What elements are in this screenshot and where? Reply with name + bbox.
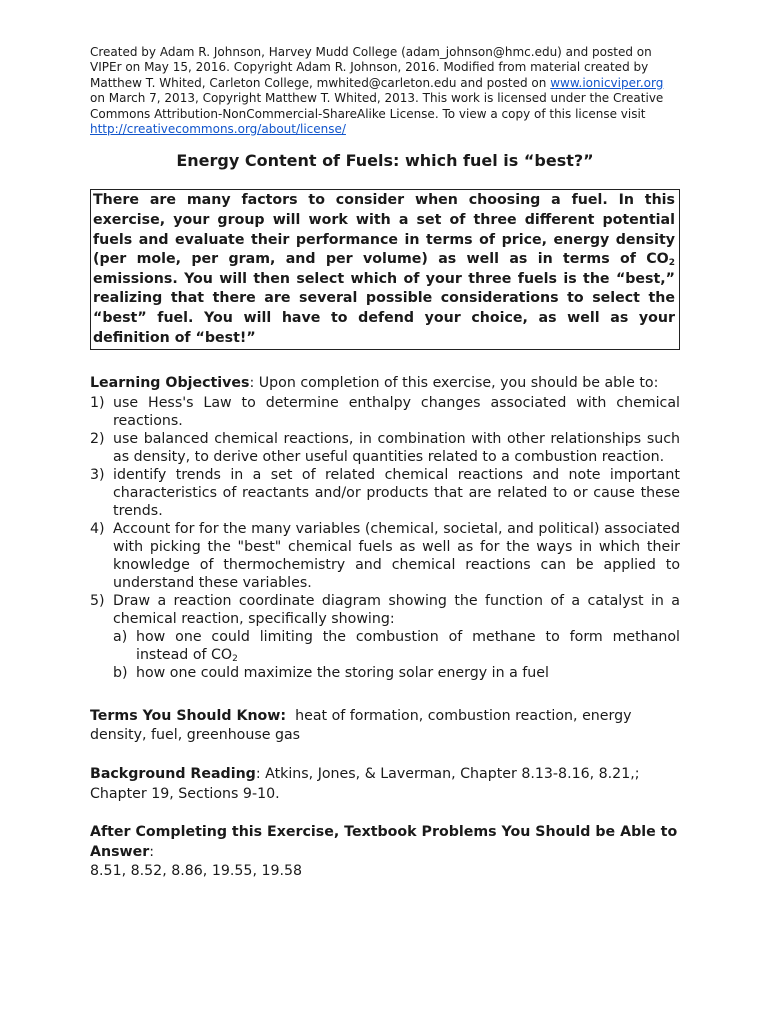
list-item: [90, 466, 680, 520]
list-item: [90, 430, 680, 466]
list-item-text: Account for for the many variables (chemical, societal, and political) associated with picking the "best" chemical fuels as well as for the ways in which their knowledge of thermochemistry and chemical reactions can be applied to understand these variables.: [113, 520, 680, 591]
intro-co2-subscript: 2: [668, 258, 675, 269]
list-marker: 3): [90, 466, 105, 483]
sub-list-marker: b): [113, 664, 128, 681]
terms-label: Terms You Should Know:: [90, 707, 287, 724]
list-marker: 2): [90, 430, 105, 447]
intro-text-1: There are many factors to consider when choosing a fuel. In this exercise, your group will work with a set of three different potential fuels and evaluate their performance in terms of price, energy density (per mole, per gram, and per volume) as well as in terms of CO: [93, 192, 675, 268]
terms-section: [90, 707, 680, 746]
objectives-lead: : Upon completion of this exercise, you should be able to:: [249, 375, 659, 392]
reading-label: Background Reading: [90, 765, 256, 782]
problems-list: 8.51, 8.52, 8.86, 19.55, 19.58: [90, 863, 303, 880]
list-item: [90, 520, 680, 592]
intro-text-2: emissions. You will then select which of your three fuels is the “best,” realizing that there are several possible considerations to select the “best” fuel. You will have to defend your choice, as well as your definition of “best!”: [93, 270, 675, 346]
background-reading-section: [90, 765, 680, 804]
list-marker: 5): [90, 592, 105, 609]
sub-list-item: [113, 628, 680, 664]
credits-text-1: Created by Adam R. Johnson, Harvey Mudd College (adam_johnson@hmc.edu) and posted on VIPEr on May 15, 2016. Copyright Adam R. Johnson, 2016. Modified from material created by Matthew T. Whited, Carleton College, mwhited@carleton.edu and posted on: [90, 45, 652, 90]
list-marker: 4): [90, 520, 105, 537]
list-item: [90, 394, 680, 430]
textbook-problems-section: [90, 823, 680, 882]
problems-label: After Completing this Exercise, Textbook Problems You Should be Able to Answer: [90, 824, 678, 860]
sub-list-marker: a): [113, 628, 128, 645]
co2-subscript: 2: [232, 653, 238, 664]
problems-colon: :: [149, 843, 155, 860]
credits-text-2: on March 7, 2013, Copyright Matthew T. Whited, 2013. This work is licensed under the Creative Commons Attribution-NonCommercial-ShareAlike License. To view a copy of this license visit: [90, 91, 664, 121]
objectives-heading: Learning Objectives: [90, 375, 250, 392]
objectives-list: [90, 394, 680, 682]
intro-box: [90, 189, 680, 350]
list-item-text: Draw a reaction coordinate diagram showing the function of a catalyst in a chemical reaction, specifically showing:: [113, 592, 680, 627]
creative-commons-link[interactable]: http://creativecommons.org/about/license/: [90, 122, 346, 137]
list-item-text: identify trends in a set of related chemical reactions and note important characteristics of reactants and/or products that are related to or cause these trends.: [113, 466, 680, 519]
document-page: [90, 45, 680, 882]
problems-heading: [90, 823, 680, 862]
credits-paragraph: [90, 45, 680, 137]
sub-list-item: [113, 664, 680, 682]
objectives-intro: [90, 374, 680, 394]
terms-text: heat of formation, combustion reaction, energy density, fuel, greenhouse gas: [90, 707, 637, 744]
list-item: [90, 592, 680, 682]
list-item-text: use Hess's Law to determine enthalpy changes associated with chemical reactions.: [113, 394, 680, 429]
page-title: Energy Content of Fuels: which fuel is “best?”: [176, 151, 594, 171]
reading-text: : Atkins, Jones, & Laverman, Chapter 8.13-8.16, 8.21,; Chapter 19, Sections 9-10.: [90, 765, 640, 802]
sub-list-item-text: how one could maximize the storing solar energy in a fuel: [136, 664, 549, 681]
ionicviper-link[interactable]: www.ionicviper.org: [550, 75, 664, 90]
objectives-sublist: [113, 628, 680, 682]
list-item-text: use balanced chemical reactions, in combination with other relationships such as density, to derive other useful quantities related to a combustion reaction.: [113, 430, 680, 465]
sub-list-item-text: how one could limiting the combustion of methane to form methanol instead of CO: [136, 628, 680, 663]
list-marker: 1): [90, 394, 105, 411]
learning-objectives: [90, 374, 680, 682]
